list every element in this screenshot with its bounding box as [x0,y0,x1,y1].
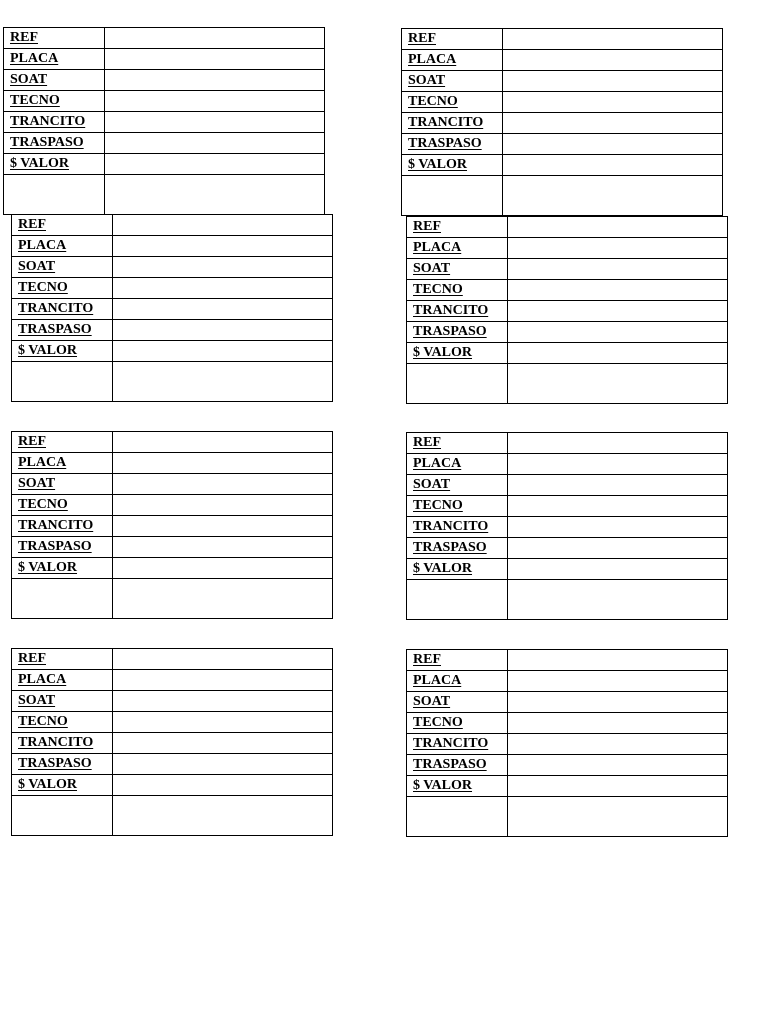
tecno-row [407,713,728,734]
trancito-value[interactable] [508,517,728,538]
placa-row [407,454,728,475]
vehicle-card [401,28,723,216]
soat-label: SOAT [10,72,48,87]
soat-value[interactable] [508,692,728,713]
traspaso-value[interactable] [113,537,333,558]
soat-row [407,259,728,280]
traspaso-value[interactable] [113,320,333,341]
valor-row [407,776,728,797]
soat-row [12,691,333,712]
valor-label: $ VALOR [413,778,473,793]
soat-row [4,70,325,91]
tecno-row [407,496,728,517]
traspaso-label: TRASPASO [408,136,482,151]
trancito-row [12,733,333,754]
traspaso-value[interactable] [113,754,333,775]
soat-label: SOAT [413,261,451,276]
trancito-row [12,516,333,537]
tecno-label: TECNO [408,94,458,109]
tecno-value[interactable] [503,92,723,113]
ref-row [12,432,333,453]
valor-row [12,558,333,579]
trancito-label: TRANCITO [408,115,484,130]
soat-label: SOAT [408,73,446,88]
soat-row [12,257,333,278]
trancito-label: TRANCITO [18,518,94,533]
ref-value[interactable] [503,29,723,50]
vehicle-card [406,432,728,620]
tecno-row [12,278,333,299]
placa-value[interactable] [113,670,333,691]
tecno-label: TECNO [413,282,463,297]
trancito-row [402,113,723,134]
ref-row [407,650,728,671]
trancito-label: TRANCITO [10,114,86,129]
tecno-label: TECNO [10,93,60,108]
traspaso-label: TRASPASO [18,539,92,554]
tecno-value[interactable] [508,280,728,301]
valor-value[interactable] [508,343,728,364]
tecno-row [12,495,333,516]
valor-value[interactable] [503,155,723,176]
soat-value[interactable] [113,474,333,495]
placa-row [12,236,333,257]
valor-row [402,155,723,176]
notes-row [407,364,728,404]
vehicle-card [11,648,333,836]
tecno-label: TECNO [18,280,68,295]
ref-value[interactable] [113,215,333,236]
placa-label: PLACA [10,51,59,66]
trancito-row [12,299,333,320]
trancito-row [407,517,728,538]
valor-label: $ VALOR [10,156,70,171]
ref-value[interactable] [105,28,325,49]
placa-value[interactable] [503,50,723,71]
ref-row [12,215,333,236]
notes-value[interactable] [508,580,728,620]
notes-row [402,176,723,216]
traspaso-row [12,320,333,341]
tecno-label: TECNO [413,498,463,513]
trancito-row [407,301,728,322]
tecno-row [4,91,325,112]
notes-label-cell[interactable] [4,175,105,215]
soat-label: SOAT [18,476,56,491]
tecno-label: TECNO [413,715,463,730]
ref-label: REF [413,652,441,667]
traspaso-value[interactable] [508,322,728,343]
valor-label: $ VALOR [18,343,78,358]
valor-label: $ VALOR [18,560,78,575]
vehicle-card [406,216,728,404]
ref-label: REF [10,30,38,45]
placa-row [4,49,325,70]
ref-row [407,217,728,238]
traspaso-label: TRASPASO [413,757,487,772]
notes-label-cell[interactable] [12,579,113,619]
traspaso-label: TRASPASO [18,322,92,337]
ref-label: REF [413,435,441,450]
valor-row [407,559,728,580]
ref-value[interactable] [113,649,333,670]
soat-value[interactable] [105,70,325,91]
traspaso-label: TRASPASO [413,540,487,555]
valor-label: $ VALOR [18,777,78,792]
notes-label-cell[interactable] [407,364,508,404]
tecno-value[interactable] [508,496,728,517]
traspaso-row [12,754,333,775]
tecno-value[interactable] [113,278,333,299]
notes-row [12,796,333,836]
notes-label-cell[interactable] [12,362,113,402]
traspaso-row [407,755,728,776]
ref-row [402,29,723,50]
traspaso-value[interactable] [105,133,325,154]
notes-label-cell[interactable] [407,797,508,837]
tecno-value[interactable] [508,713,728,734]
traspaso-value[interactable] [503,134,723,155]
valor-value[interactable] [113,558,333,579]
valor-value[interactable] [508,776,728,797]
valor-value[interactable] [113,341,333,362]
soat-value[interactable] [113,257,333,278]
vehicle-card [11,214,333,402]
tecno-value[interactable] [113,712,333,733]
notes-label-cell[interactable] [402,176,503,216]
trancito-value[interactable] [503,113,723,134]
valor-value[interactable] [105,154,325,175]
soat-value[interactable] [508,259,728,280]
trancito-value[interactable] [113,299,333,320]
placa-row [402,50,723,71]
placa-label: PLACA [18,672,67,687]
notes-value[interactable] [113,796,333,836]
soat-value[interactable] [508,475,728,496]
placa-row [407,671,728,692]
ref-row [407,433,728,454]
valor-row [4,154,325,175]
notes-row [4,175,325,215]
trancito-value[interactable] [508,301,728,322]
trancito-label: TRANCITO [18,301,94,316]
trancito-label: TRANCITO [18,735,94,750]
soat-label: SOAT [413,477,451,492]
valor-label: $ VALOR [408,157,468,172]
notes-row [407,797,728,837]
placa-value[interactable] [105,49,325,70]
placa-value[interactable] [113,453,333,474]
trancito-value[interactable] [105,112,325,133]
placa-label: PLACA [18,238,67,253]
tecno-row [12,712,333,733]
placa-label: PLACA [408,52,457,67]
soat-row [407,475,728,496]
soat-row [402,71,723,92]
ref-value[interactable] [508,217,728,238]
traspaso-label: TRASPASO [18,756,92,771]
valor-row [12,341,333,362]
soat-label: SOAT [18,259,56,274]
tecno-label: TECNO [18,714,68,729]
soat-row [12,474,333,495]
soat-label: SOAT [18,693,56,708]
traspaso-value[interactable] [508,755,728,776]
soat-row [407,692,728,713]
traspaso-row [4,133,325,154]
ref-value[interactable] [508,650,728,671]
notes-value[interactable] [503,176,723,216]
trancito-label: TRANCITO [413,736,489,751]
trancito-value[interactable] [113,516,333,537]
tecno-value[interactable] [105,91,325,112]
trancito-label: TRANCITO [413,519,489,534]
trancito-row [407,734,728,755]
vehicle-card [3,27,325,215]
notes-value[interactable] [113,579,333,619]
valor-row [407,343,728,364]
ref-label: REF [18,651,46,666]
notes-row [12,579,333,619]
ref-value[interactable] [508,433,728,454]
tecno-row [402,92,723,113]
notes-value[interactable] [113,362,333,402]
notes-row [12,362,333,402]
valor-label: $ VALOR [413,561,473,576]
trancito-value[interactable] [508,734,728,755]
placa-label: PLACA [413,456,462,471]
traspaso-row [407,538,728,559]
valor-label: $ VALOR [413,345,473,360]
valor-value[interactable] [508,559,728,580]
placa-label: PLACA [413,673,462,688]
vehicle-card [11,431,333,619]
soat-value[interactable] [503,71,723,92]
ref-value[interactable] [113,432,333,453]
tecno-row [407,280,728,301]
valor-row [12,775,333,796]
traspaso-label: TRASPASO [10,135,84,150]
notes-row [407,580,728,620]
placa-value[interactable] [113,236,333,257]
ref-label: REF [413,219,441,234]
notes-label-cell[interactable] [12,796,113,836]
placa-row [12,670,333,691]
placa-value[interactable] [508,238,728,259]
tecno-label: TECNO [18,497,68,512]
trancito-value[interactable] [113,733,333,754]
placa-label: PLACA [18,455,67,470]
ref-row [12,649,333,670]
vehicle-card [406,649,728,837]
soat-label: SOAT [413,694,451,709]
tecno-value[interactable] [113,495,333,516]
soat-value[interactable] [113,691,333,712]
trancito-row [4,112,325,133]
placa-row [407,238,728,259]
placa-value[interactable] [508,671,728,692]
placa-label: PLACA [413,240,462,255]
ref-label: REF [408,31,436,46]
valor-value[interactable] [113,775,333,796]
traspaso-row [407,322,728,343]
placa-row [12,453,333,474]
ref-label: REF [18,217,46,232]
ref-row [4,28,325,49]
notes-value[interactable] [508,364,728,404]
traspaso-row [402,134,723,155]
notes-label-cell[interactable] [407,580,508,620]
notes-value[interactable] [508,797,728,837]
notes-value[interactable] [105,175,325,215]
ref-label: REF [18,434,46,449]
traspaso-value[interactable] [508,538,728,559]
placa-value[interactable] [508,454,728,475]
trancito-label: TRANCITO [413,303,489,318]
traspaso-label: TRASPASO [413,324,487,339]
traspaso-row [12,537,333,558]
